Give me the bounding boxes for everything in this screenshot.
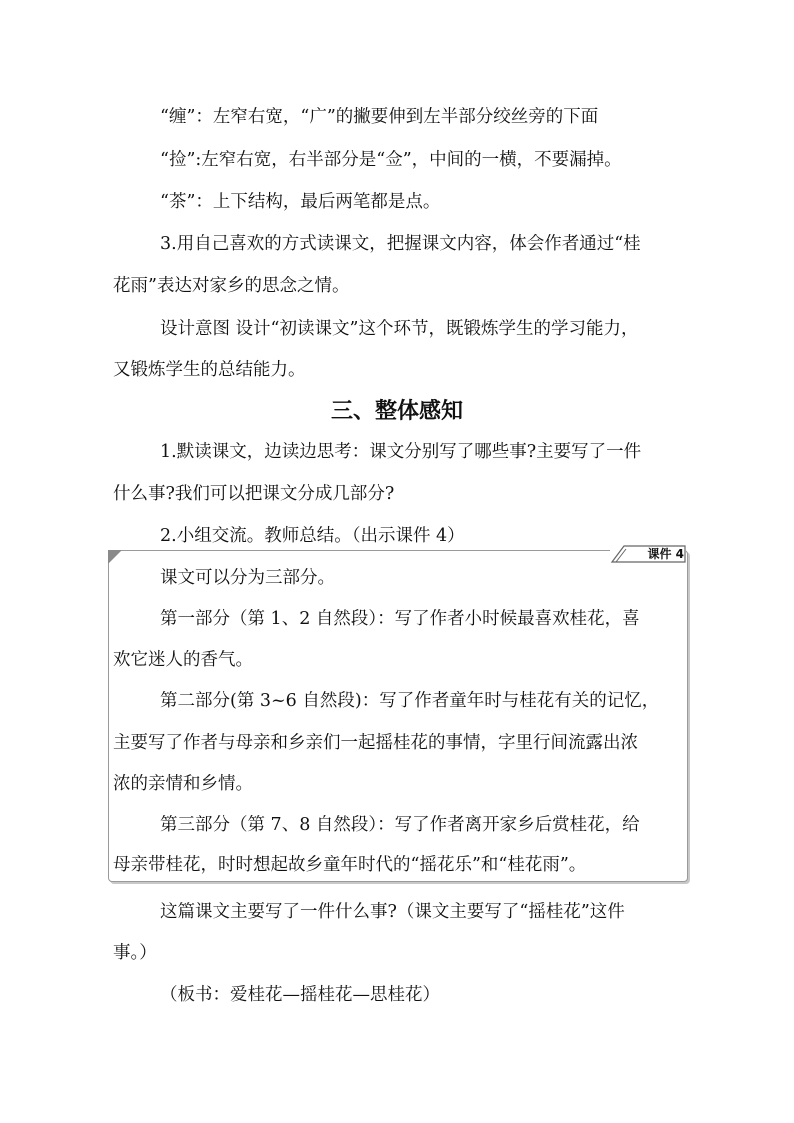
box-part1-line1: 第一部分（第 1、2 自然段）：写了作者小时候最喜欢桂花，喜 — [160, 609, 640, 629]
box-part2-line1: 第二部分(第 3~6 自然段)：写了作者童年时与桂花有关的记忆， — [160, 691, 660, 711]
box-part2-line3: 浓的亲情和乡情。 — [113, 774, 253, 794]
note-jian: “捡”:左窄右宽，右半部分是“佥”，中间的一横，不要漏掉。 — [160, 150, 622, 170]
question-2: 2.小组交流。教师总结。（出示课件 4） — [160, 526, 465, 546]
design-intent-line1: 设计意图 设计“初读课文”这个环节，既锻炼学生的学习能力， — [160, 319, 639, 339]
section-title: 三、整体感知 — [330, 398, 463, 424]
summary-line1: 这篇课文主要写了一件什么事?（课文主要写了“摇桂花”这件 — [160, 902, 625, 922]
courseware-tab-label: 课件 4 — [647, 547, 684, 561]
note-chan: “缠”：左窄右宽，“广”的撇要伸到左半部分绞丝旁的下面 — [160, 107, 599, 127]
summary-line2: 事。） — [113, 943, 157, 963]
note-cha: “茶”：上下结构，最后两笔都是点。 — [160, 192, 441, 212]
question-1-line1: 1.默读课文，边读边思考：课文分别写了哪些事?主要写了一件 — [160, 442, 642, 462]
blackboard-note: （板书：爱桂花—摇桂花—思桂花） — [160, 985, 440, 1005]
courseware-tab — [610, 545, 686, 563]
step-3-line2: 花雨”表达对家乡的思念之情。 — [113, 276, 350, 296]
box-part3-line2: 母亲带桂花，时时想起故乡童年时代的“摇花乐”和“桂花雨”。 — [113, 855, 587, 875]
box-corner-mark — [108, 550, 122, 564]
box-part1-line2: 欢它迷人的香气。 — [113, 650, 253, 670]
design-intent-line2: 又锻炼学生的总结能力。 — [113, 360, 306, 380]
box-part2-line2: 主要写了作者与母亲和乡亲们一起摇桂花的事情，字里行间流露出浓 — [113, 733, 638, 753]
box-part3-line1: 第三部分（第 7、8 自然段）：写了作者离开家乡后赏桂花，给 — [160, 815, 640, 835]
question-1-line2: 什么事?我们可以把课文分成几部分? — [113, 484, 395, 504]
box-line-1: 课文可以分为三部分。 — [160, 568, 335, 588]
step-3-line1: 3.用自己喜欢的方式读课文，把握课文内容，体会作者通过“桂 — [160, 234, 641, 254]
